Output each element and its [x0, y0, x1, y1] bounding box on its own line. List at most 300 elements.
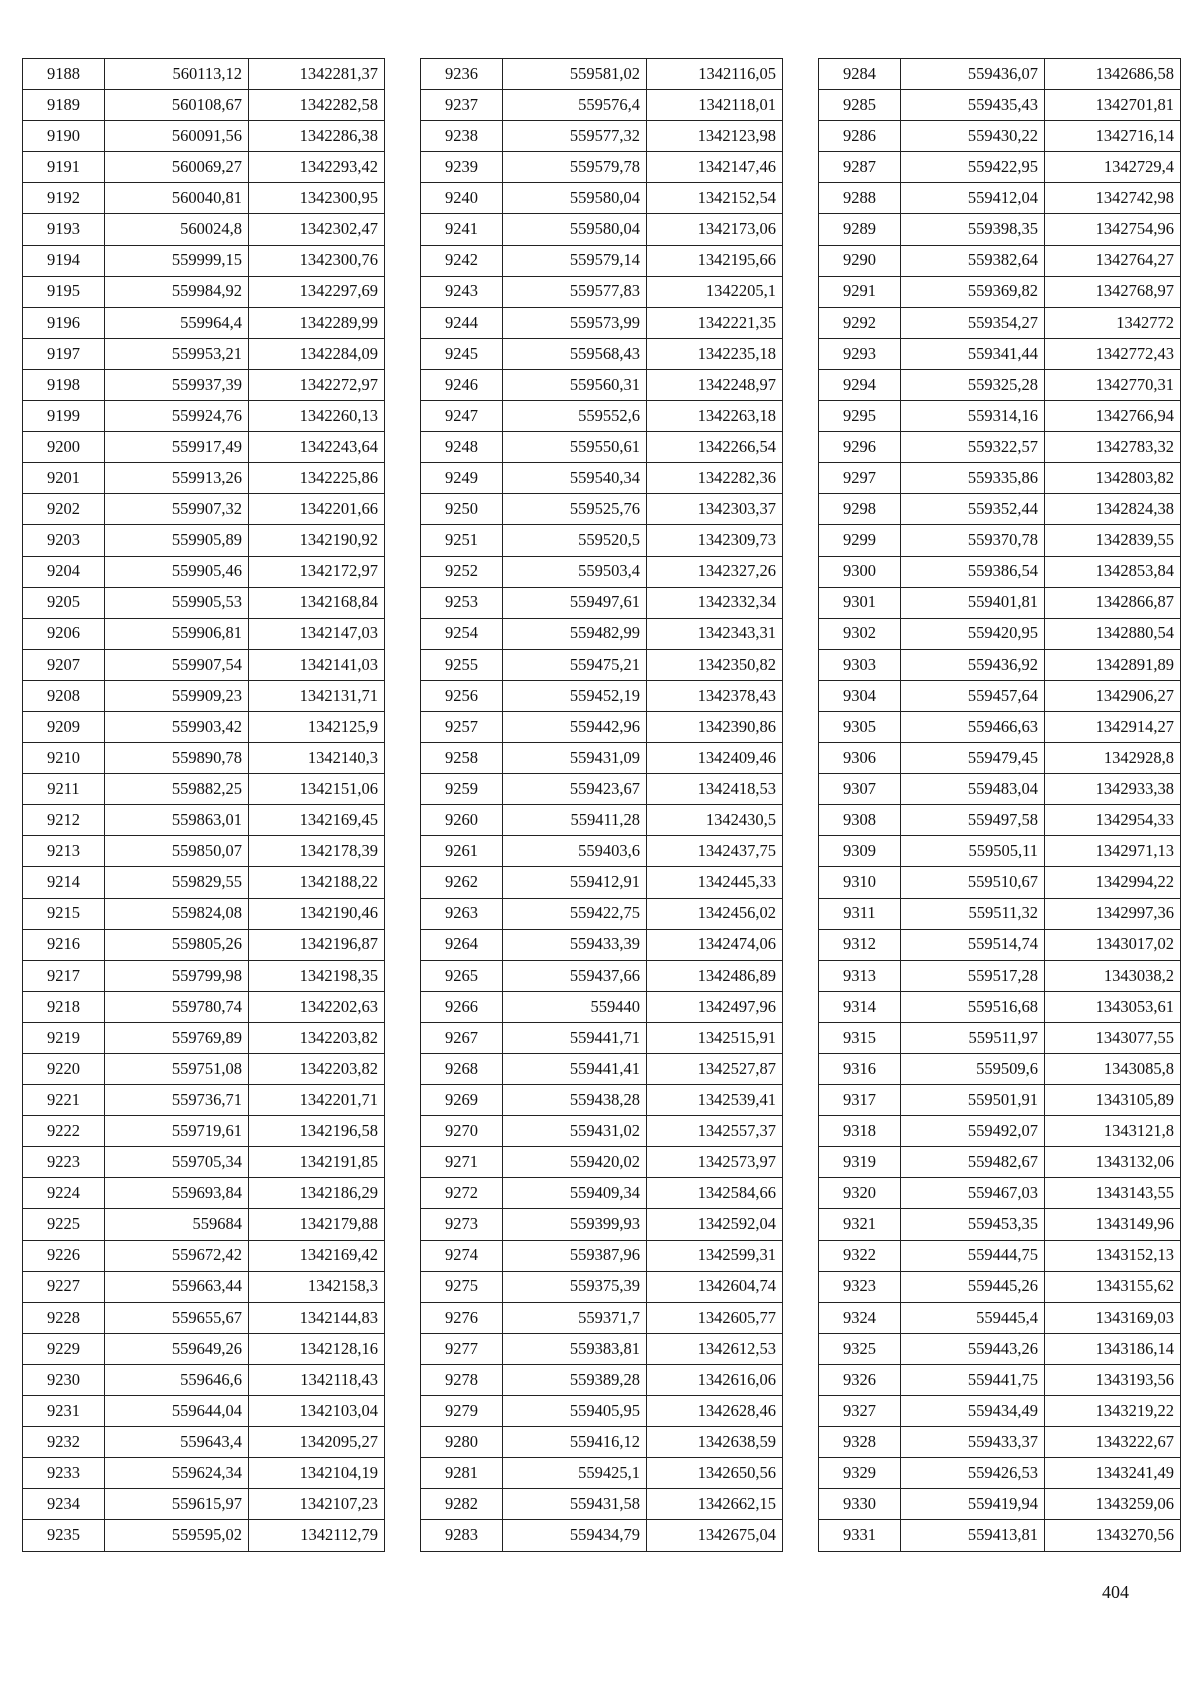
- coordinate-table-3: [818, 58, 1181, 1552]
- x-coordinate-cell: 559409,34: [503, 1178, 647, 1209]
- y-coordinate-cell: 1342190,46: [249, 898, 385, 929]
- x-coordinate-cell: 559434,79: [503, 1520, 647, 1551]
- y-coordinate-cell: 1343053,61: [1045, 991, 1181, 1022]
- point-id-cell: 9268: [421, 1054, 503, 1085]
- y-coordinate-cell: 1342168,84: [249, 587, 385, 618]
- point-id-cell: 9228: [23, 1302, 105, 1333]
- x-coordinate-cell: 559890,78: [105, 743, 249, 774]
- point-id-cell: 9189: [23, 90, 105, 121]
- y-coordinate-cell: 1342201,71: [249, 1085, 385, 1116]
- x-coordinate-cell: 559573,99: [503, 307, 647, 338]
- y-coordinate-cell: 1342768,97: [1045, 276, 1181, 307]
- x-coordinate-cell: 559375,39: [503, 1271, 647, 1302]
- x-coordinate-cell: 559482,99: [503, 618, 647, 649]
- point-id-cell: 9320: [819, 1178, 901, 1209]
- point-id-cell: 9191: [23, 152, 105, 183]
- x-coordinate-cell: 559322,57: [901, 432, 1045, 463]
- x-coordinate-cell: 559440: [503, 991, 647, 1022]
- x-coordinate-cell: 559907,32: [105, 494, 249, 525]
- y-coordinate-cell: 1342604,74: [647, 1271, 783, 1302]
- x-coordinate-cell: 559371,7: [503, 1302, 647, 1333]
- y-coordinate-cell: 1343152,13: [1045, 1240, 1181, 1271]
- point-id-cell: 9282: [421, 1489, 503, 1520]
- table-row: [819, 1116, 1181, 1147]
- point-id-cell: 9256: [421, 680, 503, 711]
- x-coordinate-cell: 559383,81: [503, 1333, 647, 1364]
- point-id-cell: 9207: [23, 649, 105, 680]
- y-coordinate-cell: 1342309,73: [647, 525, 783, 556]
- point-id-cell: 9244: [421, 307, 503, 338]
- y-coordinate-cell: 1342592,04: [647, 1209, 783, 1240]
- y-coordinate-cell: 1342198,35: [249, 960, 385, 991]
- y-coordinate-cell: 1342272,97: [249, 369, 385, 400]
- x-coordinate-cell: 560024,8: [105, 214, 249, 245]
- point-id-cell: 9287: [819, 152, 901, 183]
- x-coordinate-cell: 559550,61: [503, 432, 647, 463]
- table-row: [819, 214, 1181, 245]
- x-coordinate-cell: 559903,42: [105, 711, 249, 742]
- x-coordinate-cell: 559497,58: [901, 805, 1045, 836]
- table-row: [819, 401, 1181, 432]
- point-id-cell: 9257: [421, 711, 503, 742]
- x-coordinate-cell: 559924,76: [105, 401, 249, 432]
- table-row: [23, 1427, 385, 1458]
- table-row: [23, 649, 385, 680]
- point-id-cell: 9313: [819, 960, 901, 991]
- point-id-cell: 9235: [23, 1520, 105, 1551]
- point-id-cell: 9331: [819, 1520, 901, 1551]
- x-coordinate-cell: 559672,42: [105, 1240, 249, 1271]
- table-row: [23, 1022, 385, 1053]
- table-row: [421, 1333, 783, 1364]
- y-coordinate-cell: 1343222,67: [1045, 1427, 1181, 1458]
- x-coordinate-cell: 559505,11: [901, 836, 1045, 867]
- x-coordinate-cell: 559341,44: [901, 338, 1045, 369]
- x-coordinate-cell: 559511,97: [901, 1022, 1045, 1053]
- table-row: [421, 680, 783, 711]
- point-id-cell: 9206: [23, 618, 105, 649]
- y-coordinate-cell: 1342147,03: [249, 618, 385, 649]
- x-coordinate-cell: 559430,22: [901, 121, 1045, 152]
- y-coordinate-cell: 1342486,89: [647, 960, 783, 991]
- y-coordinate-cell: 1342686,58: [1045, 59, 1181, 90]
- x-coordinate-cell: 559501,91: [901, 1085, 1045, 1116]
- y-coordinate-cell: 1342327,26: [647, 556, 783, 587]
- x-coordinate-cell: 559443,26: [901, 1333, 1045, 1364]
- y-coordinate-cell: 1343193,56: [1045, 1364, 1181, 1395]
- point-id-cell: 9199: [23, 401, 105, 432]
- y-coordinate-cell: 1342095,27: [249, 1427, 385, 1458]
- x-coordinate-cell: 559905,53: [105, 587, 249, 618]
- y-coordinate-cell: 1343169,03: [1045, 1302, 1181, 1333]
- point-id-cell: 9297: [819, 463, 901, 494]
- point-id-cell: 9322: [819, 1240, 901, 1271]
- table-row: [23, 867, 385, 898]
- x-coordinate-cell: 559799,98: [105, 960, 249, 991]
- y-coordinate-cell: 1343132,06: [1045, 1147, 1181, 1178]
- table-row: [23, 369, 385, 400]
- point-id-cell: 9317: [819, 1085, 901, 1116]
- y-coordinate-cell: 1342266,54: [647, 432, 783, 463]
- table-row: [819, 1054, 1181, 1085]
- point-id-cell: 9232: [23, 1427, 105, 1458]
- x-coordinate-cell: 559416,12: [503, 1427, 647, 1458]
- point-id-cell: 9203: [23, 525, 105, 556]
- point-id-cell: 9208: [23, 680, 105, 711]
- y-coordinate-cell: 1342527,87: [647, 1054, 783, 1085]
- point-id-cell: 9215: [23, 898, 105, 929]
- y-coordinate-cell: 1342103,04: [249, 1396, 385, 1427]
- point-id-cell: 9225: [23, 1209, 105, 1240]
- point-id-cell: 9298: [819, 494, 901, 525]
- point-id-cell: 9237: [421, 90, 503, 121]
- x-coordinate-cell: 559580,04: [503, 183, 647, 214]
- table-row: [819, 1333, 1181, 1364]
- x-coordinate-cell: 559503,4: [503, 556, 647, 587]
- y-coordinate-cell: 1342190,92: [249, 525, 385, 556]
- table-row: [421, 1427, 783, 1458]
- y-coordinate-cell: 1342300,95: [249, 183, 385, 214]
- x-coordinate-cell: 559937,39: [105, 369, 249, 400]
- point-id-cell: 9188: [23, 59, 105, 90]
- y-coordinate-cell: 1342118,01: [647, 90, 783, 121]
- table-row: [819, 121, 1181, 152]
- point-id-cell: 9198: [23, 369, 105, 400]
- x-coordinate-cell: 559509,6: [901, 1054, 1045, 1085]
- table-row: [421, 369, 783, 400]
- point-id-cell: 9330: [819, 1489, 901, 1520]
- x-coordinate-cell: 559431,58: [503, 1489, 647, 1520]
- y-coordinate-cell: 1342474,06: [647, 929, 783, 960]
- x-coordinate-cell: 560091,56: [105, 121, 249, 152]
- table-row: [819, 711, 1181, 742]
- table-row: [421, 1116, 783, 1147]
- point-id-cell: 9279: [421, 1396, 503, 1427]
- x-coordinate-cell: 559624,34: [105, 1458, 249, 1489]
- x-coordinate-cell: 559913,26: [105, 463, 249, 494]
- table-row: [819, 587, 1181, 618]
- table-row: [23, 556, 385, 587]
- y-coordinate-cell: 1342573,97: [647, 1147, 783, 1178]
- x-coordinate-cell: 559517,28: [901, 960, 1045, 991]
- table-row: [421, 307, 783, 338]
- y-coordinate-cell: 1342803,82: [1045, 463, 1181, 494]
- y-coordinate-cell: 1343270,56: [1045, 1520, 1181, 1551]
- table-row: [23, 432, 385, 463]
- point-id-cell: 9262: [421, 867, 503, 898]
- point-id-cell: 9278: [421, 1364, 503, 1395]
- y-coordinate-cell: 1342971,13: [1045, 836, 1181, 867]
- x-coordinate-cell: 559423,67: [503, 774, 647, 805]
- table-row: [819, 556, 1181, 587]
- x-coordinate-cell: 559387,96: [503, 1240, 647, 1271]
- x-coordinate-cell: 559511,32: [901, 898, 1045, 929]
- table-row: [819, 1302, 1181, 1333]
- table-row: [23, 805, 385, 836]
- y-coordinate-cell: 1342263,18: [647, 401, 783, 432]
- x-coordinate-cell: 559540,34: [503, 463, 647, 494]
- y-coordinate-cell: 1342152,54: [647, 183, 783, 214]
- table-row: [421, 1054, 783, 1085]
- table-row: [421, 152, 783, 183]
- table-row: [421, 711, 783, 742]
- table-row: [819, 1427, 1181, 1458]
- x-coordinate-cell: 559693,84: [105, 1178, 249, 1209]
- table-row: [421, 494, 783, 525]
- table-row: [23, 1364, 385, 1395]
- y-coordinate-cell: 1342497,96: [647, 991, 783, 1022]
- point-id-cell: 9239: [421, 152, 503, 183]
- y-coordinate-cell: 1342173,06: [647, 214, 783, 245]
- y-coordinate-cell: 1342151,06: [249, 774, 385, 805]
- x-coordinate-cell: 559510,67: [901, 867, 1045, 898]
- table-row: [421, 1209, 783, 1240]
- x-coordinate-cell: 559552,6: [503, 401, 647, 432]
- table-row: [23, 1458, 385, 1489]
- table-row: [819, 1178, 1181, 1209]
- x-coordinate-cell: 559438,28: [503, 1085, 647, 1116]
- y-coordinate-cell: 1342169,42: [249, 1240, 385, 1271]
- x-coordinate-cell: 559580,04: [503, 214, 647, 245]
- point-id-cell: 9221: [23, 1085, 105, 1116]
- table-row: [421, 1489, 783, 1520]
- point-id-cell: 9318: [819, 1116, 901, 1147]
- table-row: [421, 276, 783, 307]
- y-coordinate-cell: 1342147,46: [647, 152, 783, 183]
- y-coordinate-cell: 1342172,97: [249, 556, 385, 587]
- y-coordinate-cell: 1342128,16: [249, 1333, 385, 1364]
- table-row: [23, 929, 385, 960]
- y-coordinate-cell: 1342196,58: [249, 1116, 385, 1147]
- y-coordinate-cell: 1342378,43: [647, 680, 783, 711]
- point-id-cell: 9261: [421, 836, 503, 867]
- table-row: [819, 494, 1181, 525]
- table-row: [819, 432, 1181, 463]
- y-coordinate-cell: 1342284,09: [249, 338, 385, 369]
- point-id-cell: 9285: [819, 90, 901, 121]
- y-coordinate-cell: 1342188,22: [249, 867, 385, 898]
- x-coordinate-cell: 559882,25: [105, 774, 249, 805]
- y-coordinate-cell: 1342205,1: [647, 276, 783, 307]
- point-id-cell: 9264: [421, 929, 503, 960]
- point-id-cell: 9197: [23, 338, 105, 369]
- point-id-cell: 9218: [23, 991, 105, 1022]
- point-id-cell: 9201: [23, 463, 105, 494]
- point-id-cell: 9308: [819, 805, 901, 836]
- table-row: [819, 1022, 1181, 1053]
- table-row: [23, 1116, 385, 1147]
- table-row: [421, 743, 783, 774]
- y-coordinate-cell: 1342281,37: [249, 59, 385, 90]
- table-row: [23, 90, 385, 121]
- x-coordinate-cell: 559422,95: [901, 152, 1045, 183]
- table-row: [421, 1147, 783, 1178]
- point-id-cell: 9224: [23, 1178, 105, 1209]
- x-coordinate-cell: 559909,23: [105, 680, 249, 711]
- x-coordinate-cell: 559452,19: [503, 680, 647, 711]
- y-coordinate-cell: 1342515,91: [647, 1022, 783, 1053]
- x-coordinate-cell: 559475,21: [503, 649, 647, 680]
- table-row: [23, 743, 385, 774]
- x-coordinate-cell: 559684: [105, 1209, 249, 1240]
- table-row: [23, 59, 385, 90]
- x-coordinate-cell: 559483,04: [901, 774, 1045, 805]
- table-row: [819, 1271, 1181, 1302]
- y-coordinate-cell: 1342853,84: [1045, 556, 1181, 587]
- y-coordinate-cell: 1342123,98: [647, 121, 783, 152]
- x-coordinate-cell: 559419,94: [901, 1489, 1045, 1520]
- point-id-cell: 9226: [23, 1240, 105, 1271]
- x-coordinate-cell: 559579,78: [503, 152, 647, 183]
- table-row: [819, 1364, 1181, 1395]
- point-id-cell: 9196: [23, 307, 105, 338]
- y-coordinate-cell: 1342112,79: [249, 1520, 385, 1551]
- x-coordinate-cell: 559436,92: [901, 649, 1045, 680]
- y-coordinate-cell: 1342997,36: [1045, 898, 1181, 929]
- table-row: [23, 1147, 385, 1178]
- point-id-cell: 9216: [23, 929, 105, 960]
- point-id-cell: 9284: [819, 59, 901, 90]
- x-coordinate-cell: 559437,66: [503, 960, 647, 991]
- table-row: [819, 1520, 1181, 1551]
- table-row: [23, 276, 385, 307]
- x-coordinate-cell: 559436,07: [901, 59, 1045, 90]
- x-coordinate-cell: 559917,49: [105, 432, 249, 463]
- y-coordinate-cell: 1342764,27: [1045, 245, 1181, 276]
- y-coordinate-cell: 1343077,55: [1045, 1022, 1181, 1053]
- x-coordinate-cell: 559389,28: [503, 1364, 647, 1395]
- table-row: [421, 836, 783, 867]
- x-coordinate-cell: 559579,14: [503, 245, 647, 276]
- y-coordinate-cell: 1343105,89: [1045, 1085, 1181, 1116]
- y-coordinate-cell: 1343085,8: [1045, 1054, 1181, 1085]
- point-id-cell: 9252: [421, 556, 503, 587]
- point-id-cell: 9315: [819, 1022, 901, 1053]
- table-row: [421, 525, 783, 556]
- point-id-cell: 9289: [819, 214, 901, 245]
- table-row: [421, 556, 783, 587]
- x-coordinate-cell: 559434,49: [901, 1396, 1045, 1427]
- y-coordinate-cell: 1342605,77: [647, 1302, 783, 1333]
- y-coordinate-cell: 1342332,34: [647, 587, 783, 618]
- table-row: [421, 183, 783, 214]
- x-coordinate-cell: 560108,67: [105, 90, 249, 121]
- x-coordinate-cell: 559431,09: [503, 743, 647, 774]
- point-id-cell: 9209: [23, 711, 105, 742]
- x-coordinate-cell: 559413,81: [901, 1520, 1045, 1551]
- point-id-cell: 9243: [421, 276, 503, 307]
- table-row: [421, 338, 783, 369]
- table-row: [23, 1520, 385, 1551]
- point-id-cell: 9195: [23, 276, 105, 307]
- y-coordinate-cell: 1342144,83: [249, 1302, 385, 1333]
- y-coordinate-cell: 1342140,3: [249, 743, 385, 774]
- y-coordinate-cell: 1342783,32: [1045, 432, 1181, 463]
- x-coordinate-cell: 559769,89: [105, 1022, 249, 1053]
- table-row: [819, 991, 1181, 1022]
- x-coordinate-cell: 559422,75: [503, 898, 647, 929]
- y-coordinate-cell: 1342772,43: [1045, 338, 1181, 369]
- x-coordinate-cell: 559577,83: [503, 276, 647, 307]
- table-row: [421, 1022, 783, 1053]
- point-id-cell: 9314: [819, 991, 901, 1022]
- point-id-cell: 9324: [819, 1302, 901, 1333]
- y-coordinate-cell: 1342437,75: [647, 836, 783, 867]
- table-row: [23, 991, 385, 1022]
- y-coordinate-cell: 1342616,06: [647, 1364, 783, 1395]
- y-coordinate-cell: 1342196,87: [249, 929, 385, 960]
- point-id-cell: 9219: [23, 1022, 105, 1053]
- table-row: [819, 680, 1181, 711]
- table-row: [819, 1209, 1181, 1240]
- point-id-cell: 9220: [23, 1054, 105, 1085]
- table-row: [421, 805, 783, 836]
- table-row: [23, 463, 385, 494]
- table-row: [421, 401, 783, 432]
- y-coordinate-cell: 1342235,18: [647, 338, 783, 369]
- point-id-cell: 9269: [421, 1085, 503, 1116]
- point-id-cell: 9294: [819, 369, 901, 400]
- point-id-cell: 9217: [23, 960, 105, 991]
- y-coordinate-cell: 1342754,96: [1045, 214, 1181, 245]
- table-row: [421, 618, 783, 649]
- x-coordinate-cell: 559445,26: [901, 1271, 1045, 1302]
- x-coordinate-cell: 559492,07: [901, 1116, 1045, 1147]
- y-coordinate-cell: 1342914,27: [1045, 711, 1181, 742]
- x-coordinate-cell: 559467,03: [901, 1178, 1045, 1209]
- table-row: [23, 898, 385, 929]
- table-row: [23, 618, 385, 649]
- point-id-cell: 9234: [23, 1489, 105, 1520]
- x-coordinate-cell: 559736,71: [105, 1085, 249, 1116]
- point-id-cell: 9274: [421, 1240, 503, 1271]
- x-coordinate-cell: 559824,08: [105, 898, 249, 929]
- y-coordinate-cell: 1342195,66: [647, 245, 783, 276]
- table-row: [421, 1396, 783, 1427]
- x-coordinate-cell: 559442,96: [503, 711, 647, 742]
- y-coordinate-cell: 1342225,86: [249, 463, 385, 494]
- point-id-cell: 9214: [23, 867, 105, 898]
- table-row: [819, 90, 1181, 121]
- y-coordinate-cell: 1342169,45: [249, 805, 385, 836]
- x-coordinate-cell: 559805,26: [105, 929, 249, 960]
- table-row: [819, 245, 1181, 276]
- table-row: [23, 1271, 385, 1302]
- table-row: [23, 307, 385, 338]
- table-row: [23, 338, 385, 369]
- x-coordinate-cell: 559568,43: [503, 338, 647, 369]
- table-row: [819, 960, 1181, 991]
- y-coordinate-cell: 1342131,71: [249, 680, 385, 711]
- x-coordinate-cell: 559405,95: [503, 1396, 647, 1427]
- y-coordinate-cell: 1342350,82: [647, 649, 783, 680]
- x-coordinate-cell: 559964,4: [105, 307, 249, 338]
- y-coordinate-cell: 1342701,81: [1045, 90, 1181, 121]
- y-coordinate-cell: 1343241,49: [1045, 1458, 1181, 1489]
- y-coordinate-cell: 1342104,19: [249, 1458, 385, 1489]
- x-coordinate-cell: 559445,4: [901, 1302, 1045, 1333]
- x-coordinate-cell: 559999,15: [105, 245, 249, 276]
- table-row: [421, 587, 783, 618]
- table-row: [421, 1271, 783, 1302]
- x-coordinate-cell: 559479,45: [901, 743, 1045, 774]
- point-id-cell: 9227: [23, 1271, 105, 1302]
- point-id-cell: 9290: [819, 245, 901, 276]
- y-coordinate-cell: 1342716,14: [1045, 121, 1181, 152]
- x-coordinate-cell: 559433,39: [503, 929, 647, 960]
- y-coordinate-cell: 1342994,22: [1045, 867, 1181, 898]
- x-coordinate-cell: 560069,27: [105, 152, 249, 183]
